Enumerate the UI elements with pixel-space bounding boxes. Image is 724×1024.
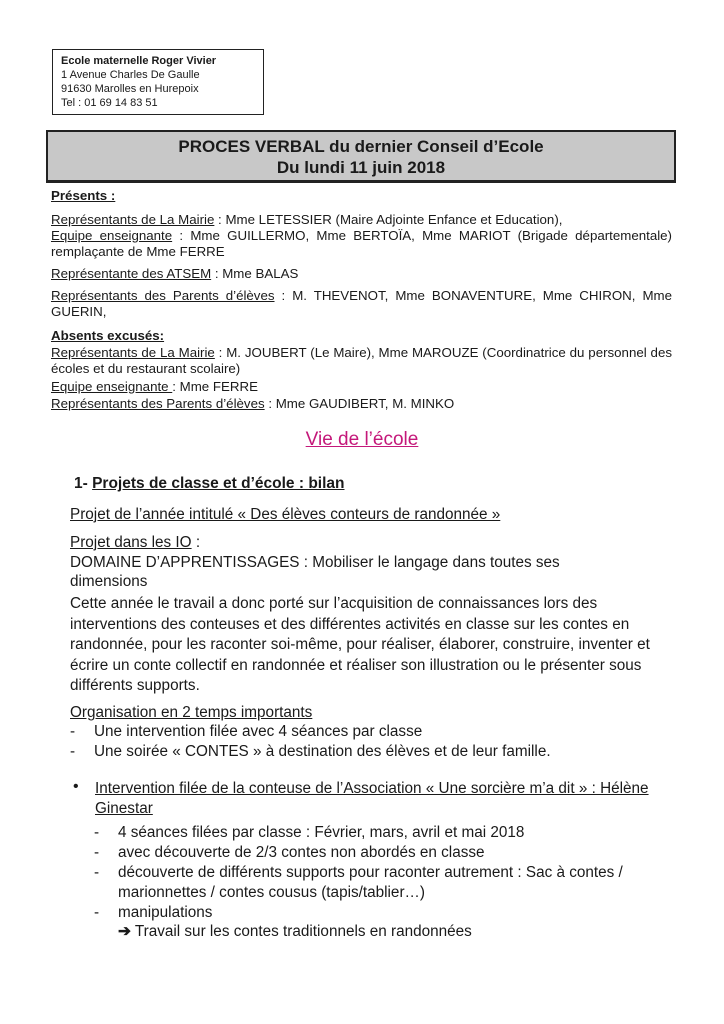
presents-equipe-label: Equipe enseignante: [51, 228, 173, 243]
presents-atsem-label: Représentante des ATSEM: [51, 266, 212, 281]
organisation-item: [70, 742, 551, 762]
school-city: 91630 Marolles en Hurepoix: [61, 83, 199, 95]
item1-number: 1-: [74, 475, 93, 492]
school-address-box: [52, 49, 264, 115]
absents-parents: [51, 396, 454, 412]
organisation-item-text: Une soirée « CONTES » à destination des élèves et de leur famille.: [94, 743, 551, 760]
projet-io-heading: [70, 533, 200, 553]
dash-bullet: -: [70, 743, 76, 760]
presents-heading: Présents :: [51, 188, 116, 203]
intervention-item-text: 4 séances filées par classe : Février, mars, avril et mai 2018: [118, 824, 525, 841]
intervention-item: [94, 823, 684, 843]
absents-parents-label: Représentants des Parents d’élèves: [51, 396, 265, 411]
projet-io-colon: :: [191, 534, 201, 551]
presents-parents-label: Représentants des Parents d’élèves: [51, 288, 275, 303]
presents-equipe-text: : Mme GUILLERMO, Mme BERTOÏA, Mme MARIOT (Brigade départementale) remplaçante de Mme FERRE: [51, 228, 672, 259]
intervention-conclusion-text: Travail sur les contes traditionnels en randonnées: [134, 923, 472, 940]
projet-io-label: Projet dans les IO: [70, 534, 192, 551]
intervention-item-text: découverte de différents supports pour raconter autrement : Sac à contes / marionnettes / contes cousus (tapis/tablier…): [118, 864, 623, 901]
organisation-item-text: Une intervention filée avec 4 séances par classe: [94, 723, 423, 740]
school-name: Ecole maternelle Roger Vivier: [61, 55, 217, 67]
absents-equipe: [51, 379, 258, 395]
presents-parents-text: : M. THEVENOT, Mme BONAVENTURE, Mme CHIRON, Mme GUERIN,: [51, 288, 672, 319]
dash-bullet: -: [94, 864, 100, 881]
organisation-item: [70, 722, 422, 742]
projet-annee: Projet de l’année intitulé « Des élèves conteurs de randonnée »: [70, 506, 501, 523]
document-title-box: [46, 130, 676, 182]
intervention-item: [94, 863, 684, 903]
absents-mairie: [51, 345, 672, 377]
absents-parents-text: : Mme GAUDIBERT, M. MINKO: [264, 396, 455, 411]
projet-io-paragraph: Cette année le travail a donc porté sur l’acquisition de connaissances lors des interventions des conteuses et des différentes activités en classe sur les contes en randonnée, pour les raconter soi-même, pour réaliser, élaborer, construire, inventer et écrire un conte collectif en randonnée et réaliser son illustration ou le présenter sous différents supports.: [70, 595, 650, 694]
presents-mairie-text: : Mme LETESSIER (Maire Adjointe Enfance et Education),: [214, 212, 563, 227]
dash-bullet: -: [94, 824, 100, 841]
absents-equipe-label: Equipe enseignante: [51, 379, 173, 394]
document-title: PROCES VERBAL du dernier Conseil d’Ecole: [178, 137, 544, 156]
absents-equipe-text: : Mme FERRE: [172, 379, 258, 394]
intervention-item: [94, 903, 684, 923]
absents-mairie-text: : M. JOUBERT (Le Maire), Mme MAROUZE (Coordinatrice du personnel des écoles et du restaurant scolaire): [51, 345, 672, 376]
presents-parents: [51, 288, 672, 320]
section-title: Vie de l’école: [305, 429, 419, 450]
presents-mairie: [51, 212, 672, 228]
intervention-item-text: manipulations: [118, 904, 213, 921]
organisation-heading: Organisation en 2 temps importants: [70, 704, 313, 721]
presents-equipe: [51, 228, 672, 260]
round-bullet-icon: •: [73, 778, 79, 795]
intervention-item: [94, 843, 684, 863]
school-street: 1 Avenue Charles De Gaulle: [61, 69, 200, 81]
absents-mairie-label: Représentants de La Mairie: [51, 345, 215, 360]
arrow-right-icon: ➔: [118, 923, 131, 940]
intervention-item-text: avec découverte de 2/3 contes non abordés en classe: [118, 844, 485, 861]
document-date: Du lundi 11 juin 2018: [276, 158, 446, 177]
intervention-conclusion: [118, 922, 472, 942]
presents-atsem-text: : Mme BALAS: [211, 266, 299, 281]
school-phone: Tel : 01 69 14 83 51: [61, 97, 158, 109]
item1-heading: [74, 474, 345, 494]
dash-bullet: -: [94, 904, 100, 921]
dash-bullet: -: [94, 844, 100, 861]
absents-heading: Absents excusés:: [51, 328, 165, 343]
presents-mairie-label: Représentants de La Mairie: [51, 212, 215, 227]
item1-title: Projets de classe et d’école : bilan: [92, 475, 345, 492]
dash-bullet: -: [70, 723, 76, 740]
projet-io-domaine: DOMAINE D’APPRENTISSAGES : Mobiliser le langage dans toutes ses dimensions: [70, 554, 560, 590]
intervention-title: Intervention filée de la conteuse de l’Association « Une sorcière m’a dit » : Hélène Ginestar: [95, 780, 649, 817]
presents-atsem: [51, 266, 672, 282]
